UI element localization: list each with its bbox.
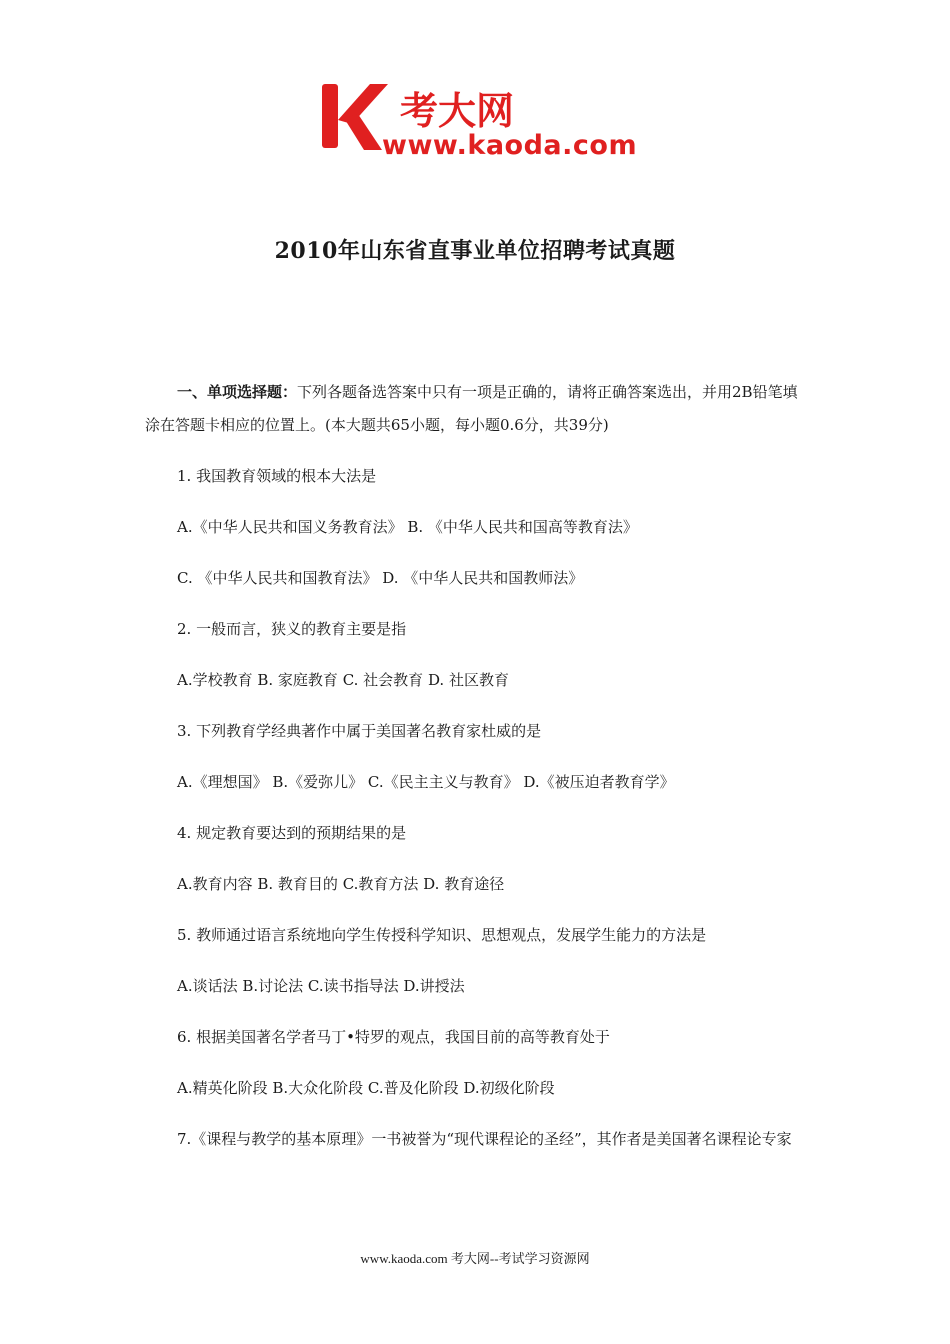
options-line: A.学校教育 B. 家庭教育 C. 社会教育 D. 社区教育	[177, 671, 509, 689]
section-instruction: 下列各题备选答案中只有一项是正确的，请将正确答案选出，并用2B铅笔填涂在答题卡相应的位置上。(本大题共65小题，每小题0.6分，共39分)	[145, 383, 798, 434]
options-line: A.《理想国》 B.《爱弥儿》 C.《民主主义与教育》 D.《被压迫者教育学》	[177, 773, 675, 791]
question-line: 2. 一般而言，狭义的教育主要是指	[177, 620, 407, 638]
options-line: A.谈话法 B.讨论法 C.读书指导法 D.讲授法	[177, 977, 465, 995]
options-line: A.《中华人民共和国义务教育法》 B. 《中华人民共和国高等教育法》	[177, 518, 638, 536]
section-label: 一、单项选择题：	[177, 383, 298, 401]
options-line: A.精英化阶段 B.大众化阶段 C.普及化阶段 D.初级化阶段	[177, 1079, 555, 1097]
logo-brand-text: 考大网	[400, 89, 515, 133]
kaoda-logo	[318, 80, 648, 160]
document-body	[145, 376, 810, 1174]
question-line: 5. 教师通过语言系统地向学生传授科学知识、思想观点，发展学生能力的方法是	[177, 926, 707, 944]
options-line: C. 《中华人民共和国教育法》 D. 《中华人民共和国教师法》	[177, 569, 584, 587]
options-line: A.教育内容 B. 教育目的 C.教育方法 D. 教育途径	[177, 875, 505, 893]
question-7: 7.《课程与教学的基本原理》一书被誉为“现代课程论的圣经”，其作者是美国著名课程论专家	[177, 1130, 792, 1148]
question-line: 6. 根据美国著名学者马丁•特罗的观点，我国目前的高等教育处于	[177, 1028, 610, 1046]
question-line: 3. 下列教育学经典著作中属于美国著名教育家杜威的是	[177, 722, 542, 740]
logo-url-text: www.kaoda.com	[382, 130, 638, 160]
question-line: 4. 规定教育要达到的预期结果的是	[177, 824, 407, 842]
section-intro	[145, 376, 810, 442]
page-footer: www.kaoda.com 考大网--考试学习资源网	[360, 1251, 590, 1266]
question-line: 1. 我国教育领域的根本大法是	[177, 467, 377, 485]
document-title: 2010年山东省直事业单位招聘考试真题	[274, 238, 676, 264]
logo-graphic	[318, 80, 648, 160]
logo-k-mark	[322, 84, 388, 150]
